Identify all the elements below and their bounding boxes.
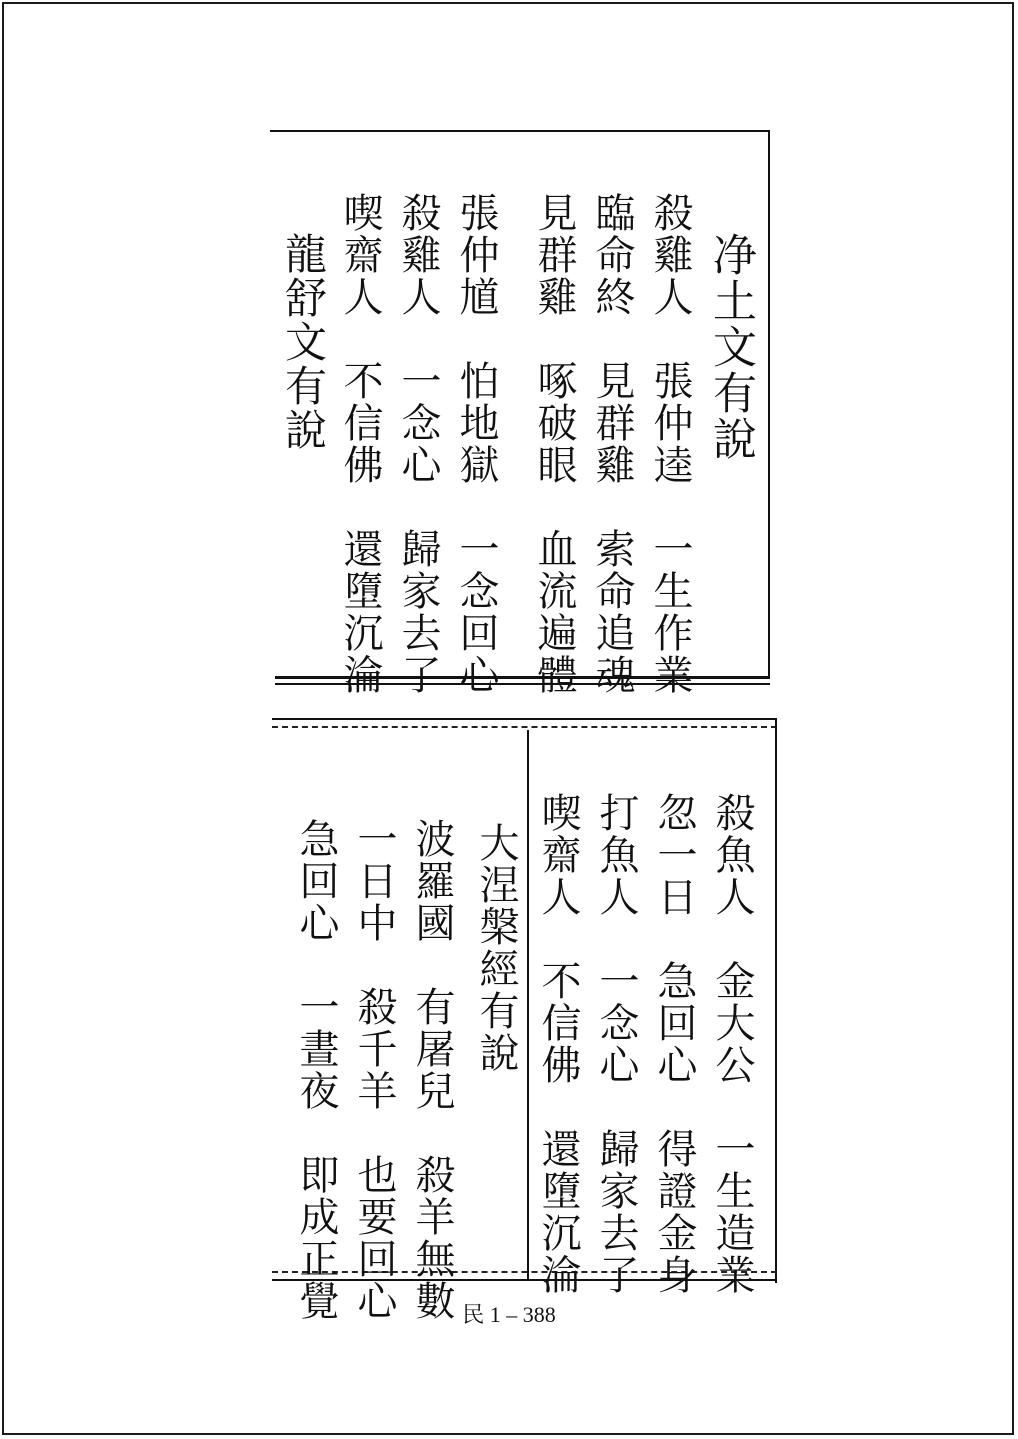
bottom-panel-bottom-rule (272, 1279, 777, 1281)
bottom-panel-left-rule (527, 730, 529, 1280)
top-column-8: 龍舒文有說 (279, 232, 328, 452)
bottom-column-2: 忽一日 急回心 得證金身 (651, 792, 697, 1296)
page-number: 民 1 – 388 (462, 1302, 556, 1327)
bottom-column-3: 打魚人 一念心 歸家去了 (593, 792, 639, 1296)
bottom-panel-right-rule (775, 718, 777, 1283)
bottom-panel-top-dash (272, 726, 777, 728)
top-column-5: 張仲馗 怕地獄 一念回心 (453, 192, 499, 696)
bottom-panel-bottom-dash (272, 1271, 777, 1273)
bottom-column-7: 一日中 殺千羊 也要回心 (351, 818, 397, 1322)
top-panel-top-rule (270, 130, 770, 132)
bottom-column-6: 波羅國 有屠兒 殺羊無數 (409, 818, 455, 1322)
bottom-column-8: 急回心 一晝夜 即成正覺 (293, 818, 339, 1322)
bottom-column-5: 大涅槃經有說 (473, 822, 519, 1074)
bottom-panel-top-rule (272, 718, 777, 720)
top-column-2: 殺雞人 張仲逵 一生作業 (647, 192, 693, 696)
top-column-3: 臨命終 見群雞 索命追魂 (589, 192, 635, 696)
top-column-4: 見群雞 啄破眼 血流遍體 (531, 192, 577, 696)
top-column-1: 净土文有說 (705, 232, 756, 462)
bottom-column-4: 喫齋人 不信佛 還墮沉淪 (535, 792, 581, 1296)
top-column-7: 喫齋人 不信佛 還墮沉淪 (337, 192, 383, 696)
top-panel-right-rule (768, 130, 770, 678)
top-column-6: 殺雞人 一念心 歸家去了 (395, 192, 441, 696)
bottom-column-1: 殺魚人 金大公 一生造業 (709, 792, 755, 1296)
